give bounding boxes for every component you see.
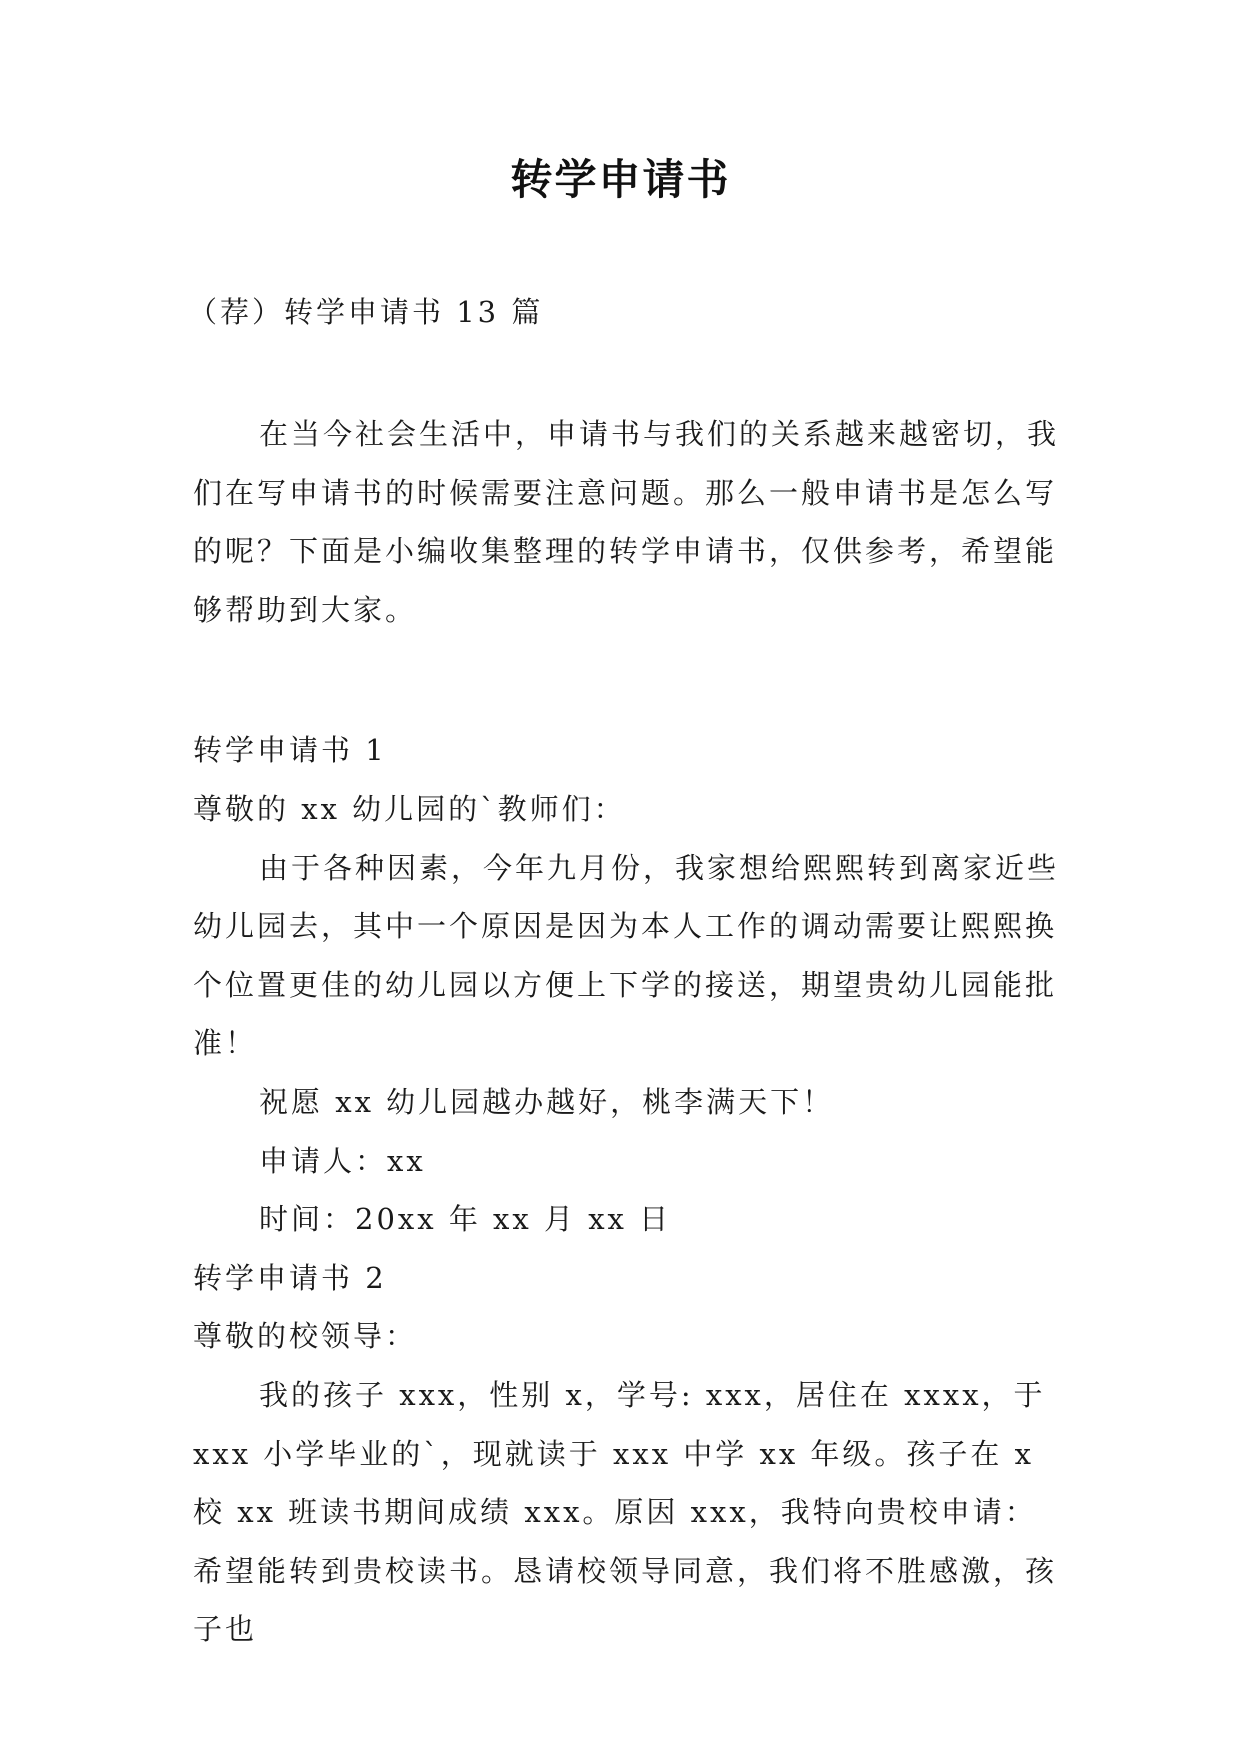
letter2-salutation: 尊敬的校领导： bbox=[193, 1319, 418, 1354]
letter1-date: 时间：20xx 年 xx 月 xx 日 bbox=[259, 1202, 672, 1237]
letter1-salutation: 尊敬的 xx 幼儿园的`教师们： bbox=[193, 791, 626, 826]
intro-paragraph bbox=[193, 405, 1067, 639]
letter2-heading: 转学申请书 2 bbox=[193, 1260, 387, 1295]
letter1-applicant: 申请人：xx bbox=[259, 1143, 426, 1178]
letter1-heading: 转学申请书 1 bbox=[193, 733, 387, 768]
letter1-wish: 祝愿 xx 幼儿园越办越好，桃李满天下！ bbox=[259, 1084, 835, 1119]
document-body bbox=[193, 405, 1067, 1659]
document-title: 转学申请书 bbox=[510, 155, 731, 204]
intro-text: 在当今社会生活中，申请书与我们的关系越来越密切，我们在写申请书的时候需要注意问题。那么一般申请书是怎么写的呢？下面是小编收集整理的转学申请书，仅供参考，希望能够帮助到大家。 bbox=[193, 417, 1060, 627]
letter2-body: 我的孩子 xxx，性别 x，学号: xxx，居住在 xxxx，于 xxx 小学毕业的`，现就读于 xxx 中学 xx 年级。孩子在 x 校 xx 班读书期间成绩 xxx。原因 xxx，我特向贵校申请：希望能转到贵校读书。恳请校领导同意，我们将不胜感激，孩子也 bbox=[193, 1377, 1058, 1647]
letter1-body: 由于各种因素，今年九月份，我家想给熙熙转到离家近些幼儿园去，其中一个原因是因为本人工作的调动需要让熙熙换个位置更佳的幼儿园以方便上下学的接送，期望贵幼儿园能批准！ bbox=[193, 850, 1060, 1061]
document-subtitle: （荐）转学申请书 13 篇 bbox=[188, 295, 544, 329]
